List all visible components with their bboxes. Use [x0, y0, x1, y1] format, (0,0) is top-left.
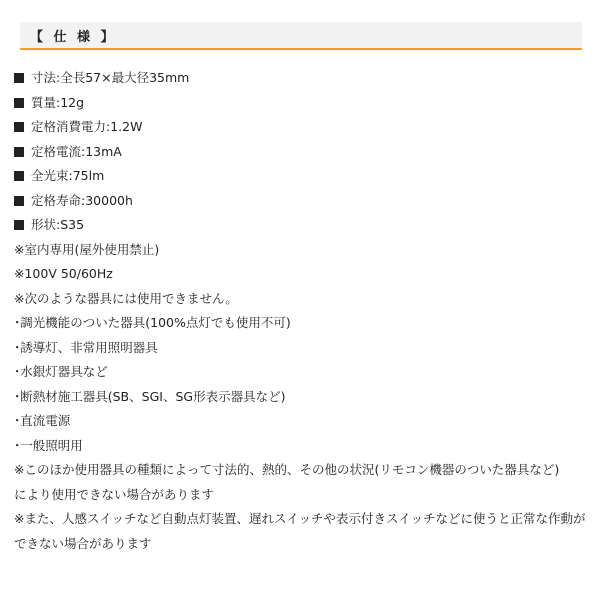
spec-header-bar — [20, 22, 582, 50]
spec-item-text: 寸法:全長57×最大径35mm — [31, 70, 190, 85]
spec-item-current — [14, 140, 594, 165]
square-bullet-icon — [14, 122, 24, 132]
spec-item-text: 定格電流:13mA — [31, 143, 122, 159]
spec-item-weight — [14, 91, 594, 116]
note-line: ･直流電源 — [14, 413, 71, 428]
spec-item-text: 定格消費電力:1.2W — [31, 119, 143, 134]
note-line: できない場合があります — [14, 535, 152, 551]
square-bullet-icon — [14, 171, 24, 181]
spec-item-text: 定格寿命:30000h — [31, 192, 133, 208]
square-bullet-icon — [14, 98, 24, 108]
note-line: ※100V 50/60Hz — [14, 266, 113, 281]
square-bullet-icon — [14, 196, 24, 206]
note-line: ･調光機能のついた器具(100%点灯でも使用不可) — [14, 315, 291, 330]
spec-item-power — [14, 115, 594, 140]
spec-item-luminous-flux — [14, 164, 594, 189]
square-bullet-icon — [14, 73, 24, 83]
note-line: により使用できない場合があります — [14, 486, 215, 502]
note-line: ※次のような器具には使用できません。 — [14, 290, 238, 306]
spec-list — [14, 66, 594, 556]
spec-item-shape — [14, 213, 594, 238]
spec-item-text: 質量:12g — [31, 94, 85, 110]
square-bullet-icon — [14, 220, 24, 230]
note-line: ※室内専用(屋外使用禁止) — [14, 241, 160, 257]
square-bullet-icon — [14, 147, 24, 157]
note-line: ･水銀灯器具など — [14, 364, 108, 379]
note-line: ･一般照明用 — [14, 437, 83, 453]
spec-item-text: 形状:S35 — [31, 217, 85, 232]
note-line: ※このほか使用器具の種類によって寸法的、熱的、その他の状況(リモコン機器のついた器具など) — [14, 462, 560, 477]
spec-header-title: 【 仕 様 】 — [30, 30, 117, 45]
spec-item-lifetime — [14, 189, 594, 214]
note-line: ･誘導灯、非常用照明器具 — [14, 339, 158, 355]
note-line: ･断熱材施工器具(SB、SGI、SG形表示器具など) — [14, 388, 286, 404]
spec-item-dimensions — [14, 66, 594, 91]
note-line: ※また、人感スイッチなど自動点灯装置、遅れスイッチや表示付きスイッチなどに使うと正常な作動が — [14, 511, 586, 526]
spec-item-text: 全光束:75lm — [31, 168, 105, 183]
